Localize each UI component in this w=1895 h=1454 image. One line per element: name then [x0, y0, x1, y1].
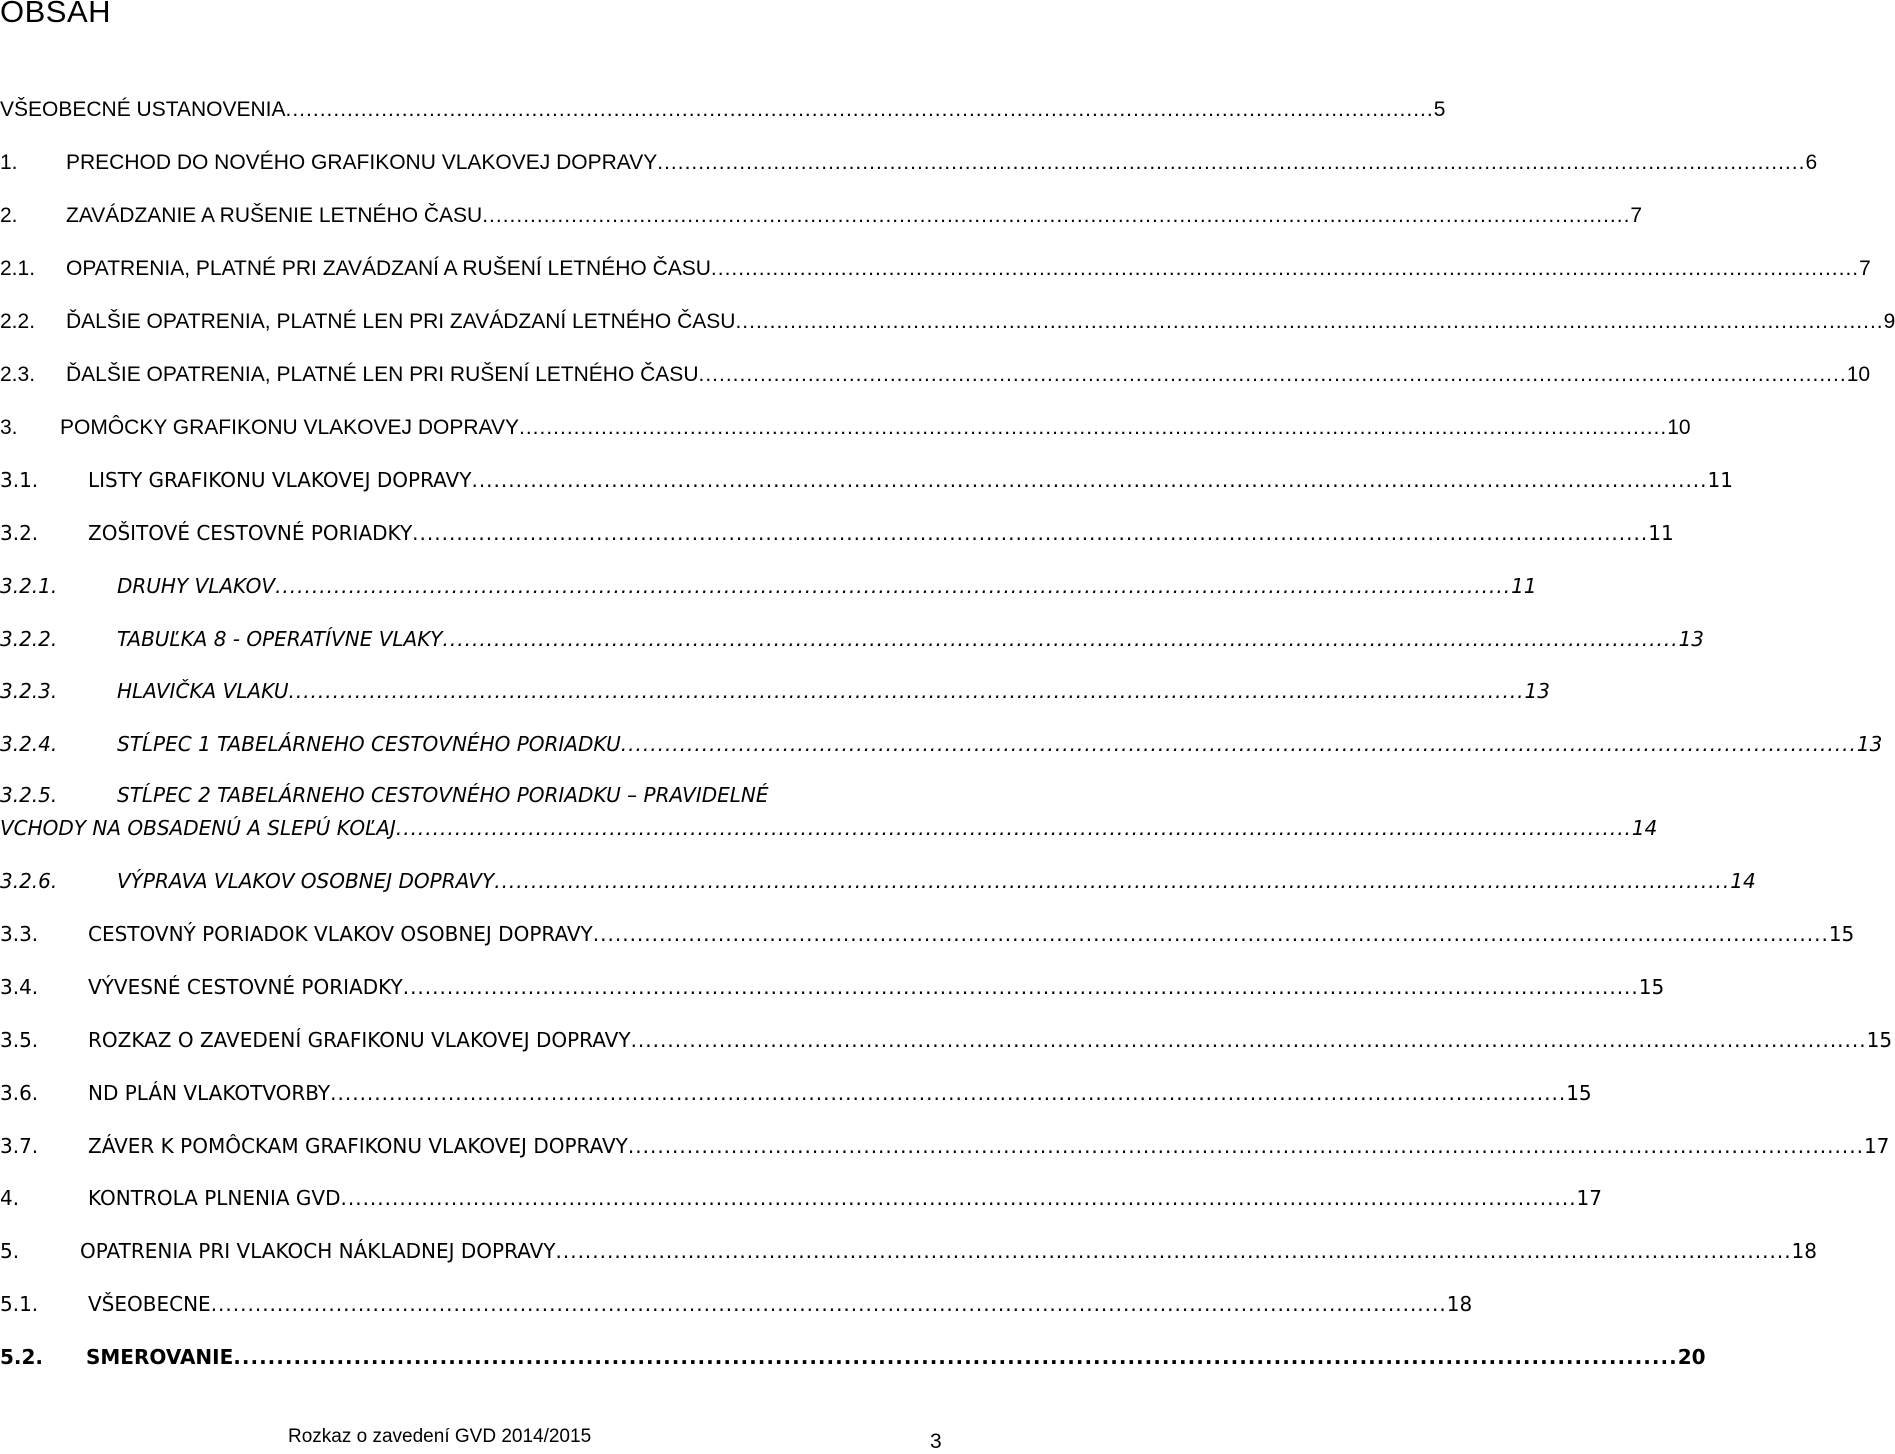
toc-entry[interactable]	[0, 518, 1674, 548]
toc-entry-page: 10	[1667, 416, 1691, 439]
toc-entry-number: 3.2.	[0, 521, 39, 545]
toc-leader: ........................................................................................................................................................................	[402, 975, 1639, 999]
toc-entry-title: ĎALŠIE OPATRENIA, PLATNÉ LEN PRI RUŠENÍ LETNÉHO ČASU	[66, 363, 699, 386]
toc-entry-page: 5	[1433, 98, 1446, 121]
toc-entry[interactable]	[0, 307, 1895, 337]
toc-entry-number: 4.	[0, 1186, 20, 1210]
toc-entry-number: 3.5.	[0, 1028, 39, 1052]
toc-entry-number: 3.1.	[0, 468, 39, 492]
toc-entry-page: 14	[1631, 816, 1658, 840]
toc-entry-title: STĹPEC 1 TABELÁRNEHO CESTOVNÉHO PORIADKU	[117, 732, 621, 756]
toc-entry-number: 5.1.	[0, 1292, 39, 1316]
toc-entry-page: 18	[1446, 1292, 1473, 1316]
toc-entry-title: VŠEOBECNÉ USTANOVENIA	[0, 98, 286, 121]
toc-entry-number: 3.	[0, 416, 18, 439]
toc-leader: ........................................................................................................................................................................	[494, 869, 1731, 893]
toc-entry-page: 13	[1678, 627, 1705, 651]
toc-leader: ........................................................................................................................................................................	[630, 1028, 1867, 1052]
toc-entry-title: DRUHY VLAKOV	[117, 574, 276, 598]
toc-leader: ........................................................................................................................................................................	[627, 1134, 1864, 1158]
toc-entry[interactable]	[0, 624, 1705, 654]
toc-entry[interactable]	[0, 1289, 1473, 1319]
toc-entry-title: OPATRENIA PRI VLAKOCH NÁKLADNEJ DOPRAVY	[80, 1239, 556, 1263]
toc-entry-title: ZÁVER K POMÔCKAM GRAFIKONU VLAKOVEJ DOPRAVY	[88, 1134, 628, 1158]
toc-leader: ........................................................................................................................................................................	[442, 627, 1679, 651]
toc-entry-number: 3.4.	[0, 975, 39, 999]
toc-entry[interactable]	[0, 780, 1658, 844]
toc-entry-title: CESTOVNÝ PORIADOK VLAKOV OSOBNEJ DOPRAVY	[88, 922, 593, 946]
toc-leader: ........................................................................................................................................................................	[555, 1239, 1792, 1263]
toc-entry-title: ĎALŠIE OPATRENIA, PLATNÉ LEN PRI ZAVÁDZANÍ LETNÉHO ČASU	[66, 310, 736, 333]
toc-entry[interactable]	[0, 201, 1643, 231]
toc-leader: ........................................................................................................................................................................	[210, 1292, 1447, 1316]
toc-entry[interactable]	[0, 360, 1871, 390]
toc-entry-page: 11	[1511, 574, 1537, 598]
toc-entry-page: 13	[1856, 732, 1883, 756]
toc-entry-number: 1.	[0, 151, 18, 174]
toc-entry-title: ROZKAZ O ZAVEDENÍ GRAFIKONU VLAKOVEJ DOPRAVY	[88, 1028, 631, 1052]
toc-entry-number: 3.2.1.	[0, 574, 58, 598]
document-footer: Rozkaz o zavedení GVD 2014/2015	[288, 1426, 592, 1447]
toc-entry-title: POMÔCKY GRAFIKONU VLAKOVEJ DOPRAVY	[60, 416, 519, 439]
toc-entry[interactable]	[0, 254, 1871, 284]
toc-entry-page: 9	[1883, 310, 1895, 333]
toc-entry[interactable]	[0, 1131, 1890, 1161]
toc-leader: ........................................................................................................................................................................	[471, 468, 1708, 492]
toc-entry[interactable]	[0, 919, 1855, 949]
toc-entry-page: 15	[1566, 1081, 1592, 1105]
toc-entry-number: 5.	[0, 1239, 20, 1263]
toc-leader: ........................................................................................................................................................................	[710, 257, 1860, 280]
toc-leader: ........................................................................................................................................................................	[482, 204, 1631, 227]
toc-leader: ........................................................................................................................................................................	[735, 310, 1884, 333]
toc-entry-page: 15	[1866, 1028, 1893, 1052]
toc-entry-page: 7	[1630, 204, 1643, 227]
toc-leader: ........................................................................................................................................................................	[233, 1345, 1678, 1369]
page-title: OBSAH	[0, 0, 112, 29]
toc-entry[interactable]	[0, 465, 1733, 495]
toc-entry-title: LISTY GRAFIKONU VLAKOVEJ DOPRAVY	[88, 468, 472, 492]
toc-leader: ........................................................................................................................................................................	[412, 521, 1649, 545]
toc-entry-page: 15	[1638, 975, 1665, 999]
toc-entry-page: 11	[1648, 521, 1674, 545]
toc-entry-page: 17	[1576, 1186, 1602, 1210]
toc-leader: ........................................................................................................................................................................	[330, 1081, 1567, 1105]
toc-entry[interactable]	[0, 571, 1537, 601]
toc-entry-page: 13	[1524, 679, 1550, 703]
toc-leader: ........................................................................................................................................................................	[275, 574, 1512, 598]
toc-entry-page: 6	[1805, 151, 1818, 174]
toc-entry-title: VÝVESNÉ CESTOVNÉ PORIADKY	[88, 975, 403, 999]
toc-entry-page: 14	[1730, 869, 1756, 893]
toc-entry-number: 3.2.6.	[0, 869, 58, 893]
toc-entry-title: VÝPRAVA VLAKOV OSOBNEJ DOPRAVY	[117, 869, 495, 893]
toc-leader: ........................................................................................................................................................................	[285, 98, 1434, 121]
toc-entry-page: 11	[1707, 468, 1733, 492]
page-number: 3	[930, 1430, 942, 1453]
toc-entry-number: 3.3.	[0, 922, 39, 946]
toc-entry-title-continued: VCHODY NA OBSADENÚ A SLEPÚ KOĽAJ	[0, 816, 396, 840]
toc-entry[interactable]	[0, 866, 1756, 896]
toc-entry-number: 3.2.5.	[0, 783, 58, 807]
toc-entry-title: ZAVÁDZANIE A RUŠENIE LETNÉHO ČASU	[66, 204, 483, 227]
toc-entry-title: HLAVIČKA VLAKU	[117, 679, 289, 703]
toc-entry-number: 3.2.4.	[0, 732, 58, 756]
toc-entry-number: 3.2.2.	[0, 627, 58, 651]
toc-entry-number: 2.	[0, 204, 18, 227]
toc-entry[interactable]	[0, 1342, 1706, 1372]
toc-leader: ........................................................................................................................................................................	[519, 416, 1668, 439]
toc-entry-title: KONTROLA PLNENIA GVD	[88, 1186, 341, 1210]
toc-entry-number: 3.7.	[0, 1134, 39, 1158]
toc-entry[interactable]	[0, 95, 1446, 125]
toc-entry[interactable]	[0, 1078, 1592, 1108]
toc-leader: ........................................................................................................................................................................	[592, 922, 1829, 946]
toc-entry-title: ND PLÁN VLAKOTVORBY	[88, 1081, 331, 1105]
toc-entry-title: OPATRENIA, PLATNÉ PRI ZAVÁDZANÍ A RUŠENÍ LETNÉHO ČASU	[66, 257, 711, 280]
toc-entry-title: PRECHOD DO NOVÉHO GRAFIKONU VLAKOVEJ DOPRAVY	[66, 151, 658, 174]
toc-entry-title: STĹPEC 2 TABELÁRNEHO CESTOVNÉHO PORIADKU – PRAVIDELNÉ	[117, 783, 769, 807]
toc-entry-title: TABUĽKA 8 - OPERATÍVNE VLAKY	[117, 627, 443, 651]
toc-entry-page: 7	[1859, 257, 1871, 280]
toc-leader: ........................................................................................................................................................................	[657, 151, 1806, 174]
toc-entry-page: 20	[1677, 1345, 1706, 1369]
toc-entry[interactable]	[0, 413, 1691, 443]
toc-entry-number: 2.3.	[0, 363, 36, 386]
toc-entry[interactable]	[0, 148, 1818, 178]
toc-leader: ........................................................................................................................................................................	[395, 816, 1632, 840]
toc-entry-number: 3.2.3.	[0, 679, 58, 703]
toc-entry-page: 18	[1791, 1239, 1817, 1263]
toc-entry[interactable]	[0, 676, 1550, 706]
toc-leader: ........................................................................................................................................................................	[620, 732, 1857, 756]
toc-entry[interactable]	[0, 1025, 1893, 1055]
toc-entry-number: 3.6.	[0, 1081, 39, 1105]
toc-entry-page: 10	[1846, 363, 1871, 386]
toc-entry[interactable]	[0, 1236, 1817, 1266]
toc-entry-page: 15	[1828, 922, 1855, 946]
toc-entry-page: 17	[1863, 1134, 1890, 1158]
toc-entry[interactable]	[0, 1183, 1602, 1213]
toc-entry-number: 5.2.	[0, 1345, 44, 1369]
toc-leader: ........................................................................................................................................................................	[288, 679, 1525, 703]
toc-entry-number: 2.2.	[0, 310, 36, 333]
toc-entry-title: ZOŠITOVÉ CESTOVNÉ PORIADKY	[88, 521, 413, 545]
toc-leader: ........................................................................................................................................................................	[340, 1186, 1577, 1210]
toc-entry-title: SMEROVANIE	[86, 1345, 234, 1369]
toc-leader: ........................................................................................................................................................................	[698, 363, 1847, 386]
toc-entry[interactable]	[0, 972, 1665, 1002]
toc-entry-title: VŠEOBECNE	[88, 1292, 211, 1316]
toc-entry-number: 2.1.	[0, 257, 36, 280]
toc-entry[interactable]	[0, 729, 1883, 759]
